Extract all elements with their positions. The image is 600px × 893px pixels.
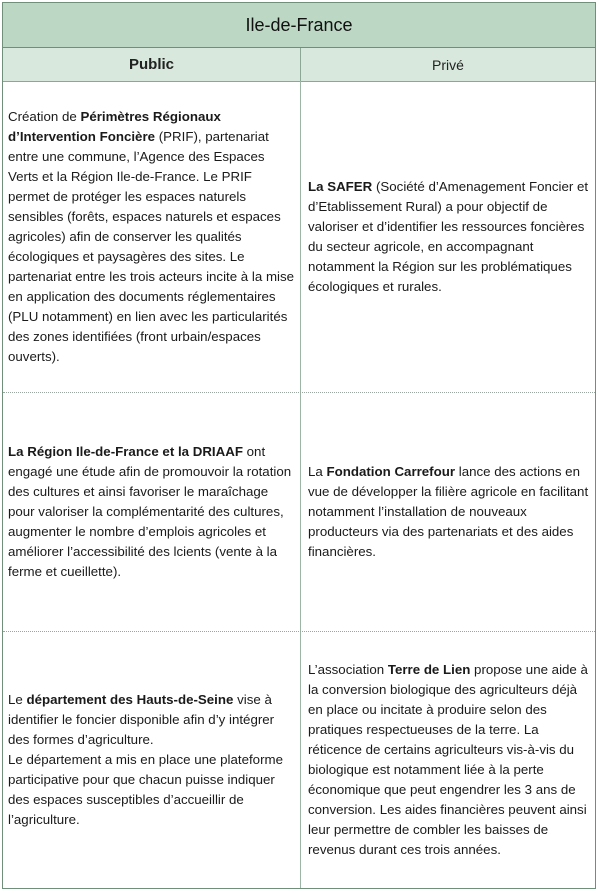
terre-de-lien-name: Terre de Lien <box>387 662 471 677</box>
row3-private-cell <box>308 632 592 888</box>
row2-public-cell <box>8 393 296 631</box>
table-title: Ile-de-France <box>3 3 595 48</box>
header-private: Privé <box>301 48 595 82</box>
row3-public-text: Le département des Hauts-de-Seine vise à identifier le foncier disponible afin d’y intégrer des formes d’agriculture. <box>8 692 275 747</box>
row1-public-cell <box>8 82 296 392</box>
row1-public-text: Création de Périmètres Régionaux d’Intervention Foncière (PRIF), partenariat entre une commune, l’Agence des Espaces Verts et la Région Ile-de-France. Le PRIF permet de protéger les espaces naturels sensibles (forêts, espaces naturels et espaces agricoles) afin de conserver les qualités écologiques et paysagères des sites. Le partenariat entre les trois acteurs incite à la mise en application des documents réglementaires (PLU notamment) en lien avec les particularités des zones identifiées (front urbain/espaces ouverts). <box>8 109 295 364</box>
region-driaaf-name: La Région Ile-de-France et la DRIAAF <box>8 444 243 459</box>
header-public: Public <box>3 48 301 82</box>
row2-private-cell <box>308 393 592 631</box>
row3-public-cell <box>8 632 296 888</box>
row3-private-text: L’association Terre de Lien propose une aide à la conversion biologique des agriculteurs déjà en place ou incitate à produire selon des pratiques respectueuses de la terre. La réticence de certains agriculteurs vis-à-vis du biologique est notamment liée à la perte économique que peut engendrer les 3 ans de conversion. Les aides financières peuvent ainsi leur permettre de combler les baisses de revenus durant ces trois années. <box>308 662 588 857</box>
row2-public-text: La Région Ile-de-France et la DRIAAF ont engagé une étude afin de promouvoir la rotation des cultures et ainsi favoriser le maraîchage pour valoriser la complémentarité des cultures, augmenter le nombre d’emplois agricoles et améliorer l’accessibilité des lcients (vente à la ferme et cueillette). <box>8 444 292 579</box>
ile-de-france-table <box>2 2 596 889</box>
row1-private-cell <box>308 82 592 392</box>
column-divider <box>300 81 301 888</box>
fondation-carrefour-name: Fondation Carrefour <box>326 464 456 479</box>
row2-private-text: La Fondation Carrefour lance des actions en vue de développer la filière agricole en facilitant notamment l’installation de nouveaux producteurs via des partenariats et des aides financières. <box>308 464 589 559</box>
safer-name: La SAFER <box>308 179 373 194</box>
hauts-de-seine-name: département des Hauts-de-Seine <box>26 692 234 707</box>
prif-name: Périmètres Régionaux d’Intervention Foncière <box>8 109 221 144</box>
row1-private-text: La SAFER (Société d’Amenagement Foncier et d’Etablissement Rural) a pour objectif de valoriser et d’identifier les ressources foncières du secteur agricole, en accompagnant notamment la Région sur les problématiques écologiques et rurales. <box>308 179 589 294</box>
row3-public-text-2: Le département a mis en place une plateforme participative pour que chacun puisse indiquer des espaces susceptibles d’accueillir de l’agriculture. <box>8 752 283 827</box>
